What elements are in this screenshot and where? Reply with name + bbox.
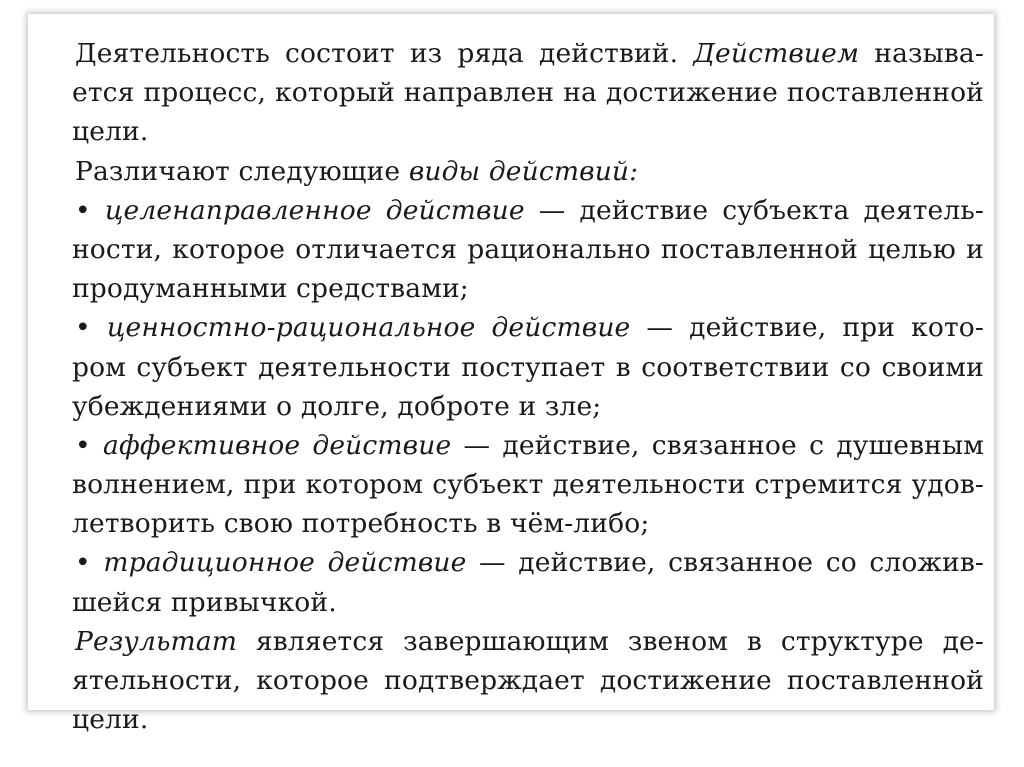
italic-term: Действием bbox=[693, 38, 860, 69]
text-run: волнением, при котором субъект деятельности стремится удов- bbox=[72, 469, 984, 501]
text-run: — действие, связанное с душевным bbox=[451, 429, 984, 461]
text-line bbox=[72, 152, 984, 191]
text-run: • bbox=[75, 312, 107, 344]
text-run: ятельности, которое подтверждает достижение поставленной bbox=[72, 665, 984, 696]
text-run: • bbox=[75, 429, 104, 461]
text-run: ром субъект деятельности поступает в соответствии со своими bbox=[72, 351, 984, 383]
text-run: летворить свою потребность в чём-либо; bbox=[72, 508, 650, 540]
text-line bbox=[72, 622, 984, 661]
text-line bbox=[72, 269, 984, 308]
text-line bbox=[72, 583, 984, 622]
text-run: является завершающим звеном в структуре де- bbox=[237, 625, 984, 657]
text-line bbox=[72, 700, 984, 739]
text-run: — действие, при кото- bbox=[630, 312, 984, 344]
text-line bbox=[72, 34, 984, 73]
text-run: • bbox=[75, 547, 104, 579]
italic-term: аффективное действие bbox=[103, 429, 452, 461]
text-line bbox=[72, 426, 984, 465]
scanned-page bbox=[28, 14, 994, 736]
text-line bbox=[72, 465, 984, 504]
text-line bbox=[72, 543, 984, 582]
text-line bbox=[72, 387, 984, 426]
text-line bbox=[72, 191, 984, 230]
italic-term: традиционное действие bbox=[103, 547, 467, 579]
text-run: шейся привычкой. bbox=[72, 586, 337, 618]
italic-term: целенаправленное действие bbox=[104, 194, 525, 226]
text-run: • bbox=[75, 194, 105, 226]
text-run: — действие, связанное со сложив- bbox=[466, 547, 984, 579]
italic-term: виды действий: bbox=[408, 155, 639, 187]
text-run: убеждениями о долге, доброте и зле; bbox=[72, 390, 602, 422]
text-run: ется процесс, который направлен на достижение поставленной bbox=[72, 77, 984, 109]
text-run: цели. bbox=[72, 704, 149, 736]
text-run: Различают следующие bbox=[75, 155, 409, 187]
text-run: — действие субъекта деятель- bbox=[524, 194, 985, 226]
text-line bbox=[72, 308, 984, 347]
text-run: продуманными средствами; bbox=[72, 273, 469, 305]
text-line bbox=[72, 504, 984, 543]
text-run: цели. bbox=[72, 116, 149, 148]
italic-term: ценностно-рациональное действие bbox=[106, 312, 631, 344]
document-text bbox=[72, 34, 984, 739]
text-line bbox=[72, 112, 984, 151]
text-run: называ- bbox=[859, 38, 984, 69]
text-line bbox=[72, 348, 984, 387]
italic-term: Результат bbox=[75, 625, 238, 657]
text-line bbox=[72, 661, 984, 700]
text-run: Деятельность состоит из ряда действий. bbox=[75, 38, 694, 69]
text-line bbox=[72, 73, 984, 112]
text-line bbox=[72, 230, 984, 269]
text-run: ности, которое отличается рационально поставленной целью и bbox=[72, 233, 984, 265]
